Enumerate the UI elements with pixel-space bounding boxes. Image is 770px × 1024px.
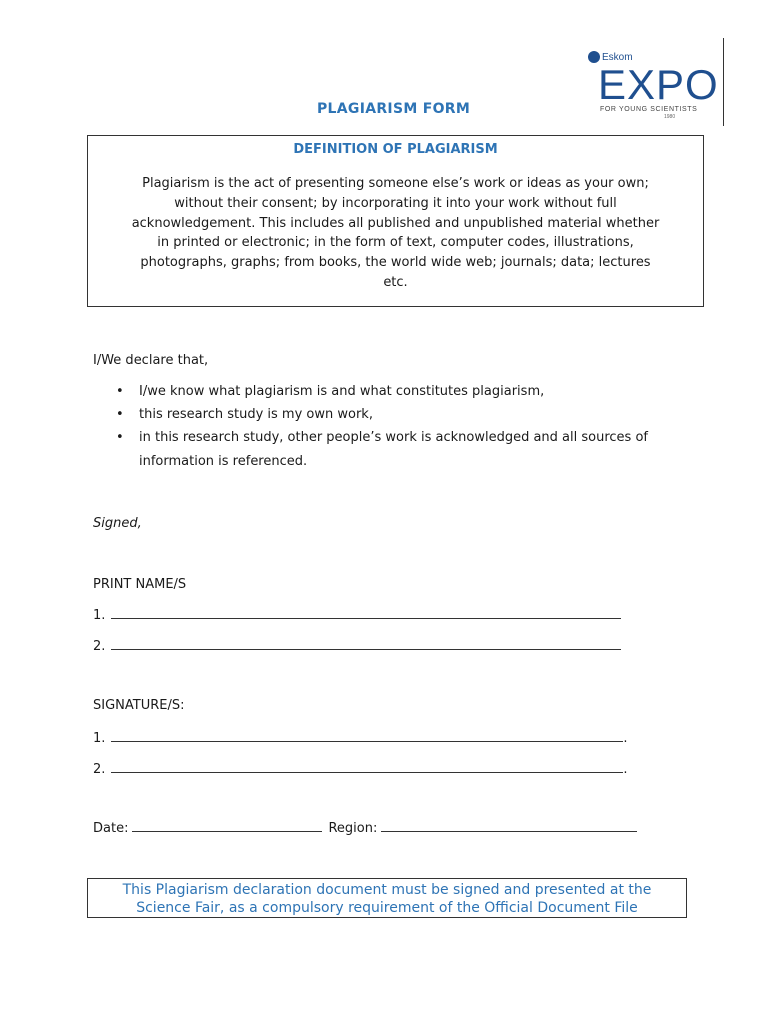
- logo-tagline: FOR YOUNG SCIENTISTS: [600, 106, 698, 113]
- signature-field-2[interactable]: [93, 760, 628, 777]
- date-label: Date:: [93, 821, 129, 836]
- row-tail: .: [623, 762, 628, 777]
- definition-box: [87, 135, 704, 307]
- declaration-item-continued: information is referenced.: [139, 454, 308, 469]
- page-title: PLAGIARISM FORM: [317, 101, 471, 117]
- region-field[interactable]: [381, 819, 637, 832]
- declaration-item: in this research study, other people’s work is acknowledged and all sources of: [139, 430, 648, 445]
- signed-label: Signed,: [93, 516, 142, 531]
- definition-line: in printed or electronic; in the form of text, computer codes, illustrations,: [157, 235, 634, 251]
- definition-heading: DEFINITION OF PLAGIARISM: [293, 142, 498, 157]
- signature-line[interactable]: [111, 729, 623, 742]
- logo-title: EXPO: [598, 61, 719, 108]
- region-label: Region:: [328, 821, 378, 836]
- date-region-row: [93, 819, 643, 836]
- eskom-expo-logo: [588, 40, 723, 126]
- logo-tagline-small: 1980: [664, 114, 676, 120]
- definition-line: etc.: [383, 274, 408, 290]
- row-number: 1.: [93, 731, 106, 746]
- date-field[interactable]: [132, 819, 322, 832]
- print-name-field-2[interactable]: [93, 637, 621, 654]
- bullet-icon: •: [116, 384, 124, 399]
- row-tail: .: [623, 731, 628, 746]
- definition-line: acknowledgement. This includes all published and unpublished material whether: [131, 215, 660, 231]
- bullet-icon: •: [116, 407, 124, 422]
- print-name-field-1[interactable]: [93, 606, 621, 623]
- notice-line: Science Fair, as a compulsory requirement of the Official Document File: [136, 900, 638, 916]
- declaration-item: this research study is my own work,: [139, 407, 373, 422]
- definition-line: Plagiarism is the act of presenting someone else’s work or ideas as your own;: [142, 176, 649, 191]
- row-number: 2.: [93, 762, 106, 777]
- print-name-label: PRINT NAME/S: [93, 577, 187, 592]
- definition-text: [88, 174, 703, 293]
- logo-divider: [723, 38, 724, 126]
- row-number: 1.: [93, 608, 106, 623]
- name-line[interactable]: [111, 637, 621, 650]
- declaration-intro: I/We declare that,: [93, 353, 209, 368]
- signature-field-1[interactable]: [93, 729, 628, 746]
- notice-line: This Plagiarism declaration document must be signed and presented at the: [122, 882, 652, 898]
- definition-line: photographs, graphs; from books, the world wide web; journals; data; lectures: [140, 255, 651, 271]
- notice-box: [87, 878, 687, 918]
- row-number: 2.: [93, 639, 106, 654]
- name-line[interactable]: [111, 606, 621, 619]
- definition-line: without their consent; by incorporating it into your work without full: [174, 195, 617, 211]
- notice-text: [88, 881, 686, 917]
- signature-label: SIGNATURE/S:: [93, 698, 185, 713]
- signature-line[interactable]: [111, 760, 623, 773]
- bullet-icon: •: [116, 430, 124, 445]
- logo-brand: Eskom: [602, 52, 633, 63]
- declaration-item: I/we know what plagiarism is and what constitutes plagiarism,: [139, 384, 545, 399]
